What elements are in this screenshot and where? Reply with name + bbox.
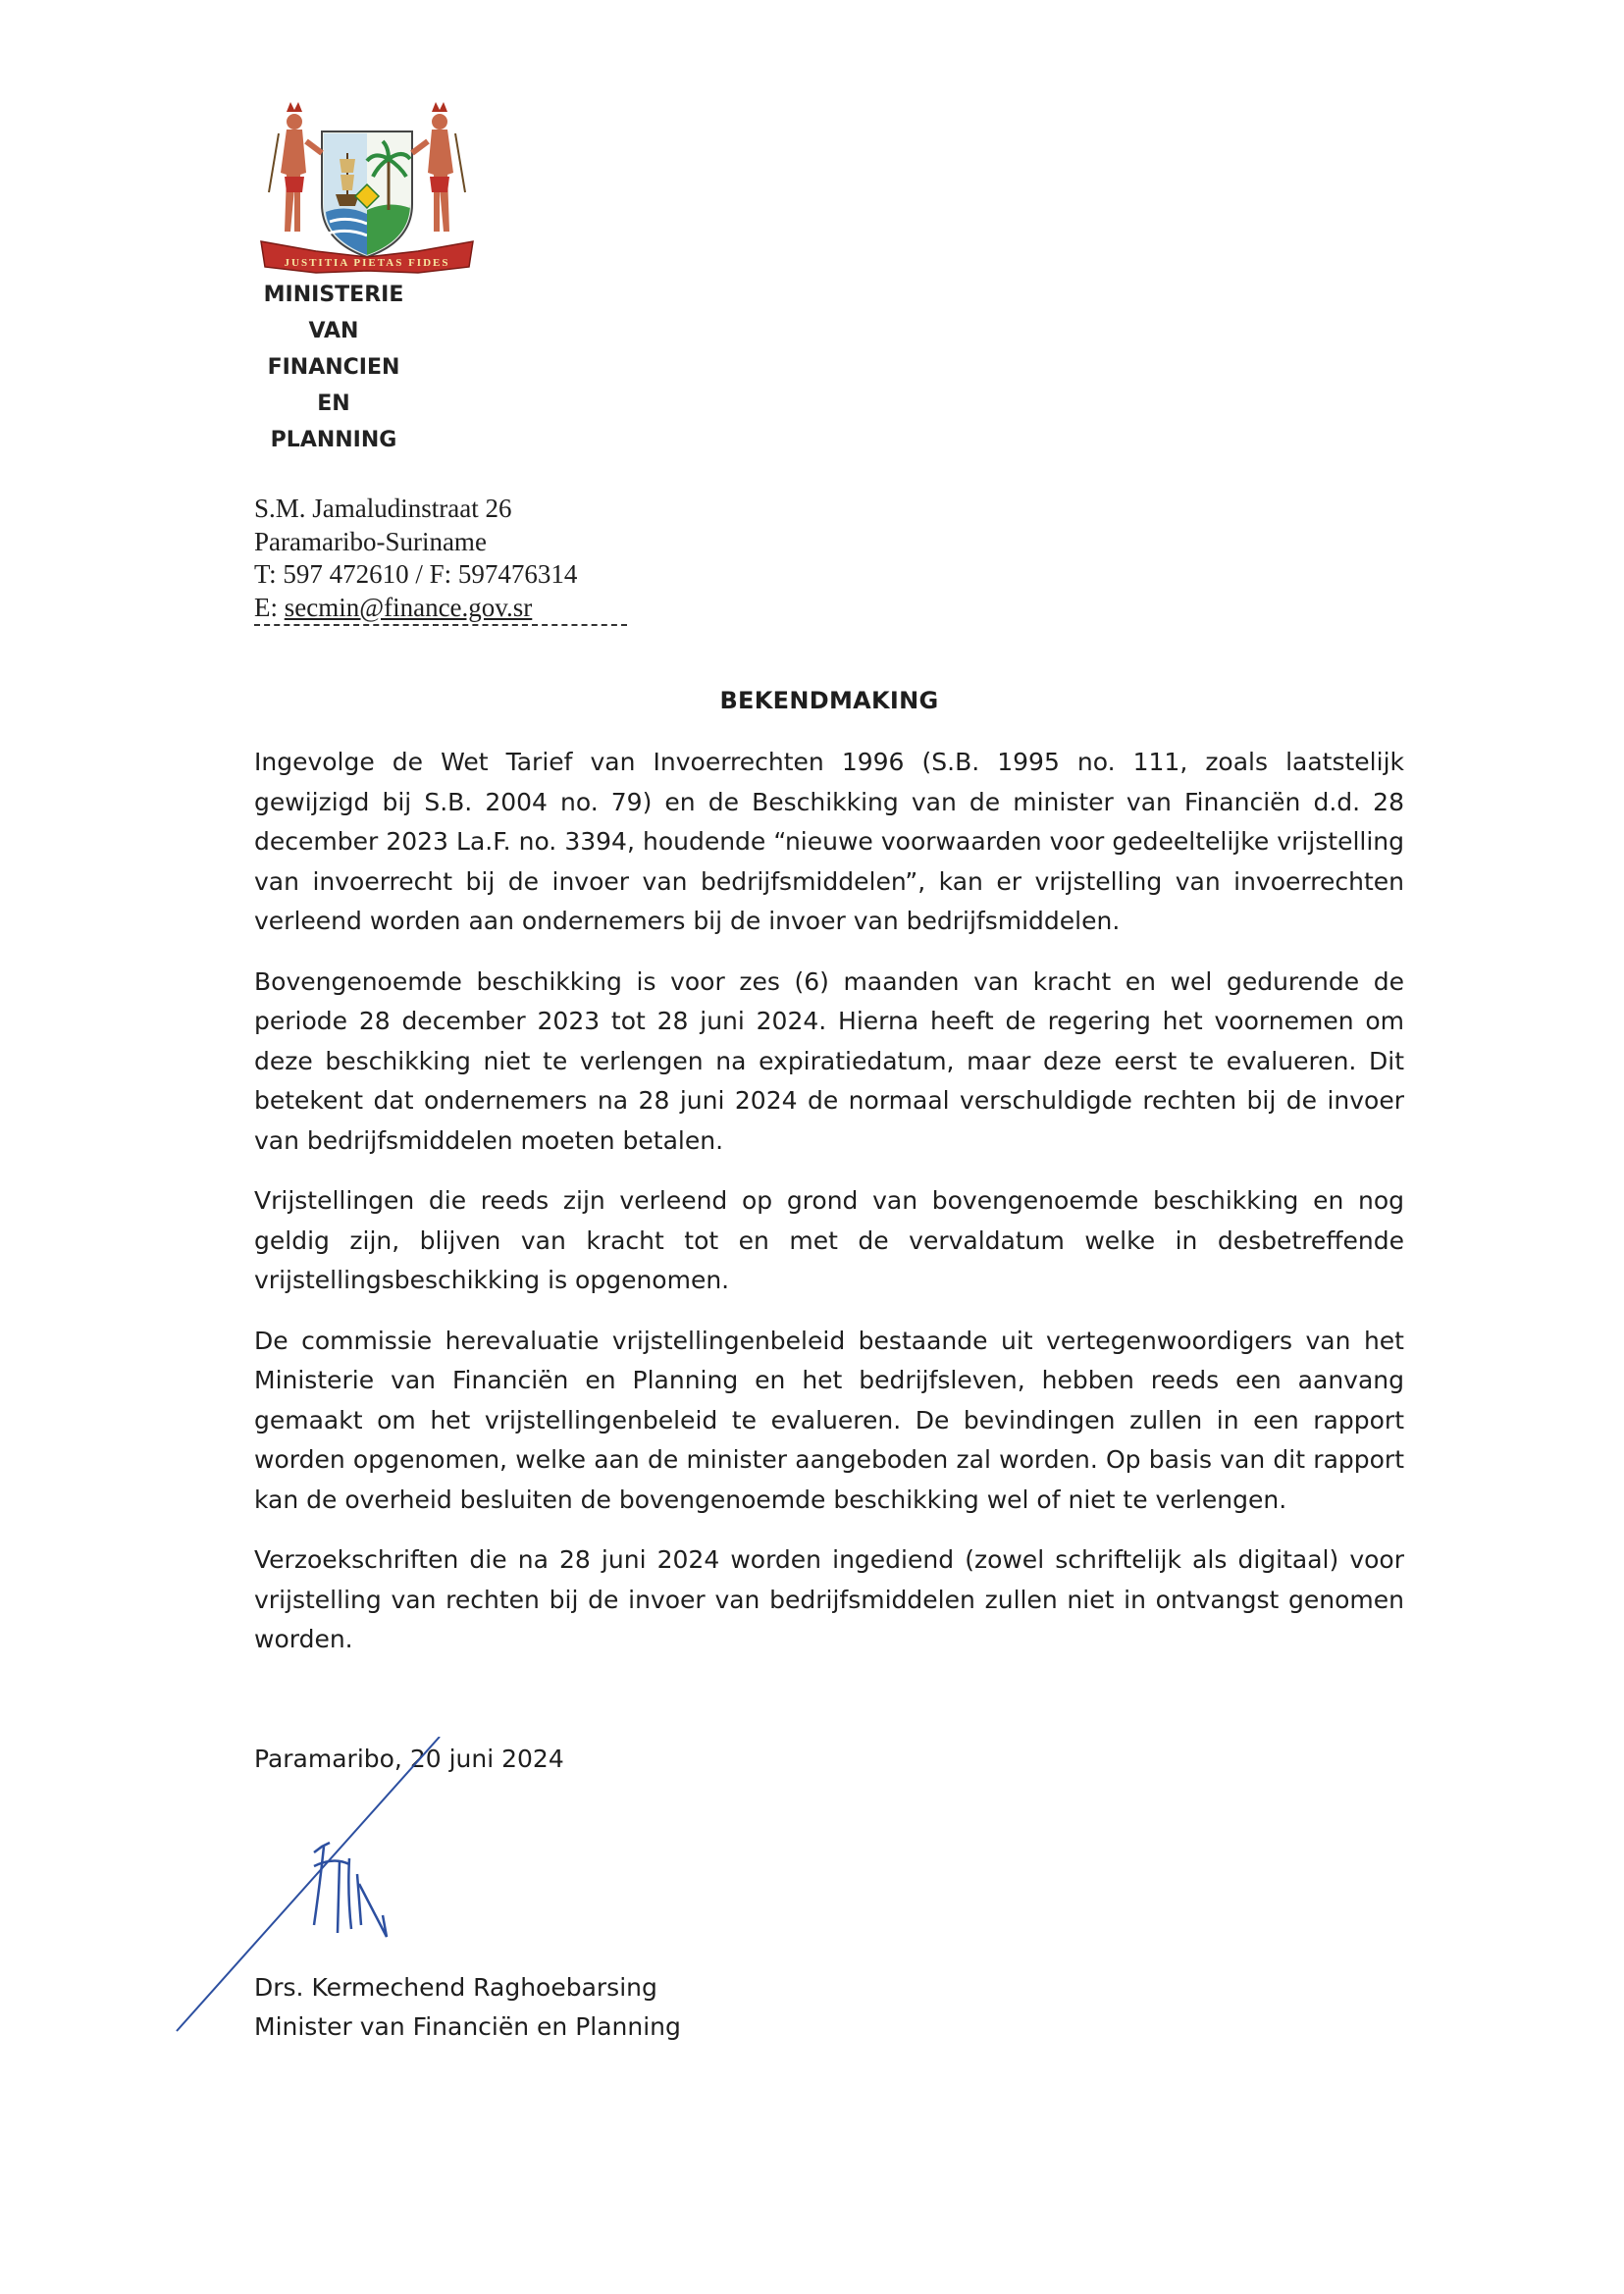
ministry-line-3: FINANCIEN	[267, 355, 400, 380]
address-street: S.M. Jamaludinstraat 26	[254, 494, 512, 523]
notice-title: BEKENDMAKING	[719, 687, 939, 714]
address-separator	[254, 624, 627, 626]
suriname-coat-of-arms-icon	[257, 94, 477, 275]
address-city: Paramaribo-Suriname	[254, 526, 487, 556]
paragraph: Bovengenoemde beschikking is voor zes (6) maanden van kracht en wel gedurende de periode 28 december 2023 tot 28 juni 2024. Hierna heeft de regering het voornemen om deze beschikking niet te verlengen na expiratiedatum, maar deze eerst te evalueren. Dit betekent dat ondernemers na 28 juni 2024 de normaal verschuldigde rechten bij de invoer van bedrijfsmiddelen moeten betalen.	[254, 966, 1404, 1155]
notice-body	[254, 743, 1404, 1681]
email-prefix: E:	[254, 592, 285, 622]
ministry-line-1: MINISTERIE	[263, 283, 404, 307]
place-date: Paramaribo, 20 juni 2024	[254, 1745, 564, 1773]
signatory-block	[254, 1968, 681, 2047]
paragraph: Ingevolge de Wet Tarief van Invoerrechten 1996 (S.B. 1995 no. 111, zoals laatstelijk gewijzigd bij S.B. 2004 no. 79) en de Beschikking van de minister van Financiën d.d. 28 december 2023 La.F. no. 3394, houdende “nieuwe voorwaarden voor gedeeltelijke vrijstelling van invoerrecht bij de invoer van bedrijfsmiddelen”, kan er vrijstelling van invoerrechten verleend worden aan ondernemers bij de invoer van bedrijfsmiddelen.	[254, 748, 1404, 935]
address-block	[254, 493, 577, 624]
paragraph: Vrijstellingen die reeds zijn verleend op grond van bovengenoemde beschikking en nog geldig zijn, blijven van kracht tot en met de vervaldatum welke in desbetreffende vrijstellingsbeschikking is opgenomen.	[254, 1186, 1404, 1294]
signatory-name: Drs. Kermechend Raghoebarsing	[254, 1973, 657, 2002]
paragraph: Verzoekschriften die na 28 juni 2024 worden ingediend (zowel schriftelijk als digitaal) voor vrijstelling van rechten bij de invoer van bedrijfsmiddelen zullen niet in ontvangst genomen worden.	[254, 1545, 1404, 1653]
signatory-title: Minister van Financiën en Planning	[254, 2012, 681, 2041]
address-phone-fax: T: 597 472610 / F: 597476314	[254, 559, 578, 589]
ministry-line-2: VAN	[308, 319, 359, 343]
ministry-line-4: EN	[317, 391, 350, 416]
ministry-line-5: PLANNING	[270, 428, 397, 452]
ministry-name	[245, 277, 422, 458]
paragraph: De commissie herevaluatie vrijstellingenbeleid bestaande uit vertegenwoordigers van het Ministerie van Financiën en Planning en het bedrijfsleven, hebben reeds een aanvang gemaakt om het vrijstellingenbeleid te evalueren. De bevindingen zullen in een rapport worden opgenomen, welke aan de minister aangeboden zal worden. Op basis van dit rapport kan de overheid besluiten de bovengenoemde beschikking wel of niet te verlengen.	[254, 1326, 1404, 1514]
email-link[interactable]: secmin@finance.gov.sr	[284, 592, 533, 622]
address-email-line	[254, 592, 577, 625]
emblem-motto: JUSTITIA PIETAS FIDES	[284, 257, 450, 269]
